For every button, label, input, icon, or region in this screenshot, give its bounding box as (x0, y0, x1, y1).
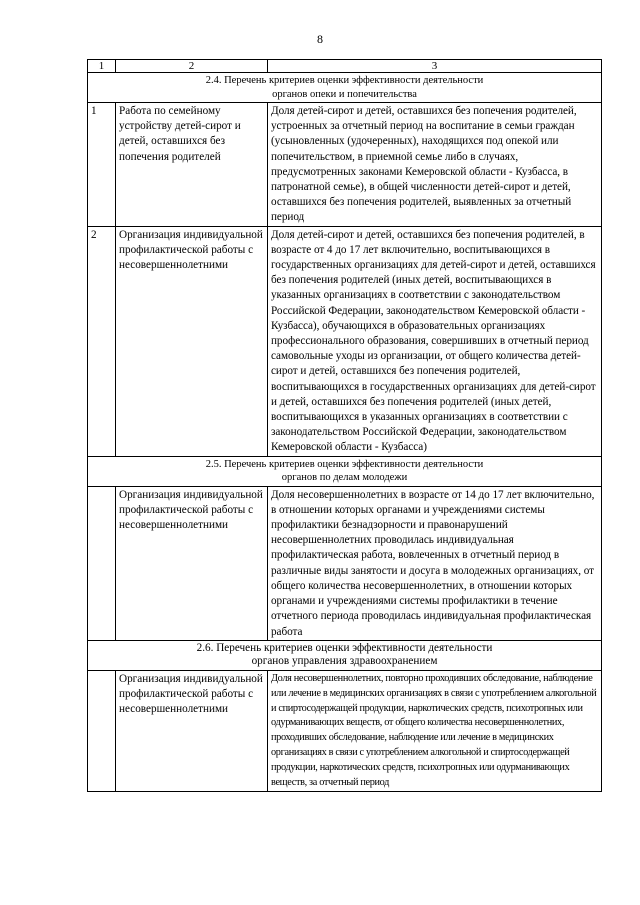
table-row (88, 670, 602, 791)
section-heading (88, 456, 602, 486)
row-number (88, 486, 116, 640)
row-number: 2 (88, 226, 116, 456)
criterion-name: Работа по семейному устройству детей-сирот и детей, оставшихся без попечения родителей (116, 103, 268, 227)
column-number: 2 (116, 60, 268, 73)
section-title-line: органов по делам молодежи (281, 472, 408, 484)
criterion-name: Организация индивидуальной профилактической работы с несовершеннолетними (116, 486, 268, 640)
section-heading-row (88, 456, 602, 486)
table-row (88, 486, 602, 640)
row-number (88, 670, 116, 791)
criterion-description: Доля детей-сирот и детей, оставшихся без попечения родителей, в возрасте от 4 до 17 лет включительно, воспитывающихся в государственных организациях для детей-сирот и детей, оставшихся без попечения родителей (иных детей, воспитывающихся в указанных организациях в соответствии с законодательством Российской Федерации, законодательством Кемеровской области - Кузбасса), обучающихся в образовательных организациях профессионального образования, совершивших в отчетный период самовольные уходы из организации, от общего количества детей-сирот и детей, оставшихся без попечения родителей, воспитывающихся в государственных организациях для детей-сирот и детей, оставшихся без попечения родителей (иных детей, воспитывающихся в указанных организациях в соответствии с законодательством Российской Федерации, законодательством Кемеровской области - Кузбасса) (268, 226, 602, 456)
section-heading (88, 73, 602, 103)
table-row (88, 226, 602, 456)
column-number: 3 (268, 60, 602, 73)
table-row (88, 103, 602, 227)
criterion-name: Организация индивидуальной профилактической работы с несовершеннолетними (116, 226, 268, 456)
section-title-line: органов управления здравоохранением (251, 655, 438, 668)
row-number: 1 (88, 103, 116, 227)
section-title-line: 2.5. Перечень критериев оценки эффективности деятельности (205, 458, 484, 470)
column-number: 1 (88, 60, 116, 73)
section-heading (88, 640, 602, 670)
criteria-table (87, 59, 602, 792)
section-title-line: органов опеки и попечительства (272, 88, 417, 100)
criterion-name: Организация индивидуальной профилактической работы с несовершеннолетними (116, 670, 268, 791)
section-title-line: 2.4. Перечень критериев оценки эффективности деятельности (205, 75, 484, 86)
section-title-line: 2.6. Перечень критериев оценки эффективности деятельности (196, 641, 493, 654)
section-heading-row (88, 640, 602, 670)
criterion-description: Доля детей-сирот и детей, оставшихся без попечения родителей, устроенных за отчетный период на воспитание в семьи граждан (усыновленных (удочеренных), находящихся под опекой или попечительством, в приемной семье либо в случаях, предусмотренных законами Кемеровской области - Кузбасса, в патронатной семье), в общей численности детей-сирот и детей, оставшихся без попечения родителей, выявленных за отчетный период (268, 103, 602, 227)
column-number-row (88, 60, 602, 73)
section-heading-row (88, 73, 602, 103)
criterion-description: Доля несовершеннолетних, повторно проходивших обследование, наблюдение или лечение в медицинских организациях в связи с употреблением алкогольной и спиртосодержащей продукции, наркотических средств, психотропных или одурманивающих веществ, от общего количества несовершеннолетних, проходивших обследование, наблюдение или лечение в медицинских организациях в связи с употреблением алкогольной и спиртосодержащей продукции, наркотических средств, психотропных или одурманивающих веществ, за отчетный период (268, 670, 602, 791)
criterion-description: Доля несовершеннолетних в возрасте от 14 до 17 лет включительно, в отношении которых органами и учреждениями системы профилактики безнадзорности и правонарушений несовершеннолетних проводилась индивидуальная профилактическая работа, вовлеченных в отчетный период в различные виды занятости и досуга в молодежных организациях, от общего количества несовершеннолетних, в отношении которых органами и учреждениями системы профилактики в течение отчетного периода проводилась индивидуальная профилактическая работа (268, 486, 602, 640)
page-number: 8 (317, 32, 323, 46)
